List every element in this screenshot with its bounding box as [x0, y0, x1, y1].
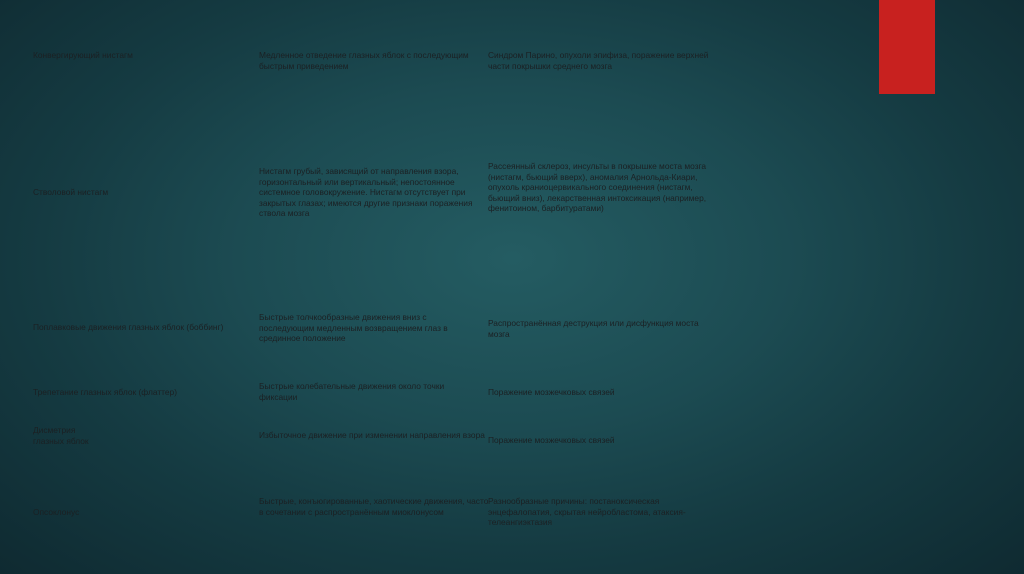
row-cause-cell: Распространённая деструкция или дисфункция моста мозга [488, 318, 699, 339]
row-description-cell: Быстрые колебательные движения около точки фиксации [259, 381, 445, 402]
row-description-cell: Медленное отведение глазных яблок с последующим быстрым приведением [259, 50, 469, 71]
row-description-cell: Нистагм грубый, зависящий от направления взора, горизонтальный или вертикальный; непостоянное системное головокружение. Нистагм отсутствует при закрытых глазах; имеются другие признаки поражения ствола мозга [259, 166, 473, 219]
accent-bar [879, 0, 935, 94]
row-type-cell: Поплавковые движения глазных яблок (боббинг) [33, 322, 224, 332]
row-cause-cell: Поражение мозжечковых связей [488, 387, 615, 397]
row-type-cell: Стволовой нистагм [33, 187, 109, 197]
row-cause-cell: Поражение мозжечковых связей [488, 435, 615, 445]
row-type-cell: Опсоклонус [33, 507, 80, 517]
row-type-cell: Трепетание глазных яблок (флаттер) [33, 387, 178, 397]
row-description-cell: Быстрые толчкообразные движения вниз с последующим медленным возвращением глаз в срединное положение [259, 312, 448, 344]
row-cause-cell: Синдром Парино, опухоли эпифиза, поражение верхней части покрышки среднего мозга [488, 50, 709, 71]
row-description-cell: Быстрые, конъюгированные, хаотические движения, часто в сочетании с распространённым миоклонусом [259, 496, 489, 517]
row-description-cell: Избыточное движение при изменении направления взора [259, 430, 485, 440]
row-cause-cell: Рассеянный склероз, инсульты в покрышке моста мозга (нистагм, бьющий вверх), аномалия Арнольда-Киари, опухоль краниоцервикального соединения (нистагм, бьющий вниз), лекарственная интоксикация (например, фенитоином, барбитуратами) [488, 161, 707, 214]
row-type-cell: Дисметрия глазных яблок [33, 425, 89, 446]
row-cause-cell: Разнообразные причины: постаноксическая энцефалопатия, скрытая нейробластома, атаксия-телеангиэктазия [488, 496, 686, 528]
row-type-cell: Конвергирующий нистагм [33, 50, 133, 60]
